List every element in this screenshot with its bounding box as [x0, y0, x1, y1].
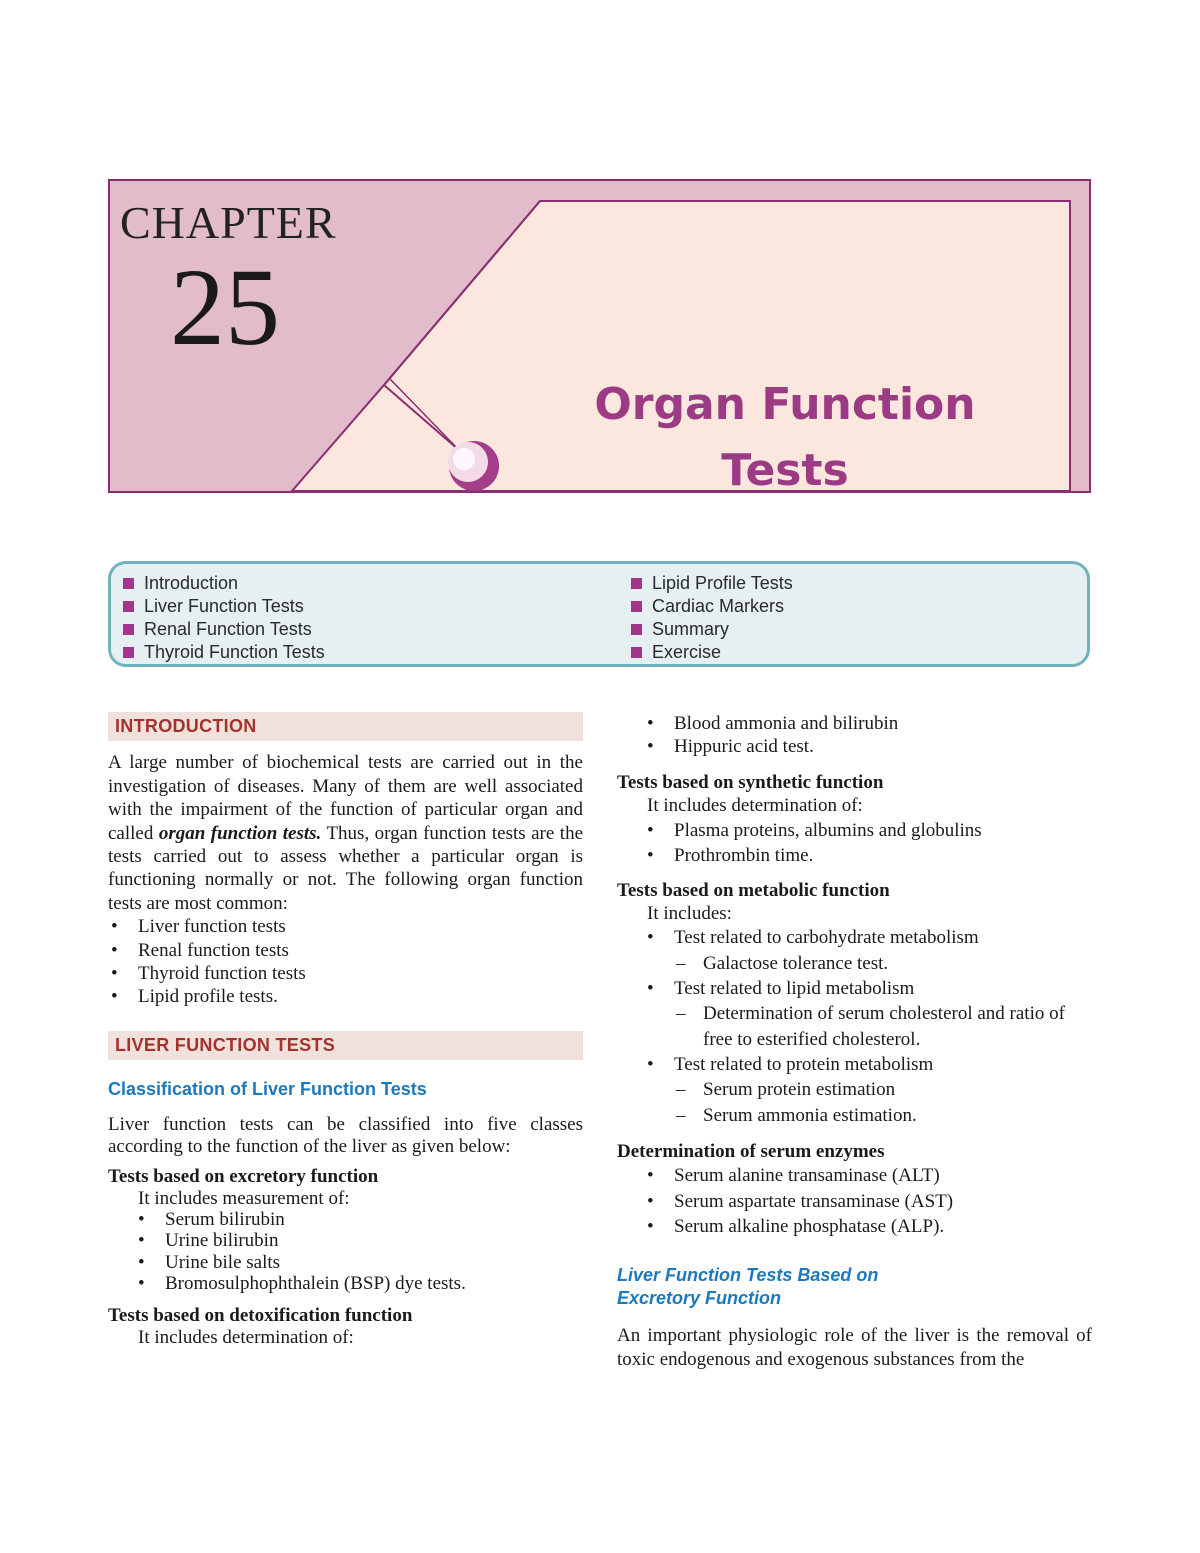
excretory-heading: Tests based on excretory function	[108, 1165, 379, 1187]
intro-paragraph: A large number of biochemical tests are carried out in the investigation of diseases. Many of them are well associated with the impairment of the function of particular organ and called organ function tests. Thus, organ function tests are the tests carried out to assess whether a particular organ is functioning normally or not. The following organ function tests are most common:	[108, 752, 584, 914]
subheading-excretory-function: Liver Function Tests Based on Excretory Function	[617, 1264, 879, 1308]
metabolic-list	[617, 1052, 1092, 1077]
list-item: • Thyroid function tests	[108, 962, 583, 985]
sub-list-item: – Serum ammonia estimation.	[617, 1103, 1092, 1128]
chapter-title-line2: Tests	[721, 445, 849, 496]
contents-item: Thyroid Function Tests	[123, 641, 325, 664]
list-item: • Blood ammonia and bilirubin	[617, 712, 1092, 735]
synthetic-list	[617, 818, 1092, 869]
list-item: • Prothrombin time.	[617, 843, 1092, 869]
detoxification-intro: It includes determination of:	[138, 1326, 354, 1348]
list-item: • Serum aspartate transaminase (AST)	[617, 1189, 1092, 1215]
list-item: • Lipid profile tests.	[108, 985, 583, 1008]
square-bullet-icon	[631, 624, 642, 635]
chapter-title	[560, 372, 1010, 504]
enzymes-list	[617, 1163, 1092, 1240]
square-bullet-icon	[631, 578, 642, 589]
square-bullet-icon	[631, 601, 642, 612]
section-heading-introduction: INTRODUCTION	[108, 712, 583, 741]
contents-item: Exercise	[631, 641, 793, 664]
contents-item: Introduction	[123, 572, 325, 595]
square-bullet-icon	[123, 601, 134, 612]
intro-bullet-list	[108, 915, 583, 1009]
contents-item: Lipid Profile Tests	[631, 572, 793, 595]
subheading-classification: Classification of Liver Function Tests	[108, 1079, 427, 1100]
chapter-number: 25	[170, 246, 280, 368]
excretory-intro: It includes measurement of:	[138, 1187, 350, 1209]
square-bullet-icon	[631, 647, 642, 658]
sub-list-item: – Determination of serum cholesterol and ratio of free to esterified cholesterol.	[617, 1001, 1092, 1052]
list-item: • Serum bilirubin	[108, 1209, 583, 1231]
list-item: • Plasma proteins, albumins and globulins	[617, 818, 1092, 844]
chapter-title-line1: Organ Function	[594, 379, 976, 430]
right-text-column	[617, 712, 1092, 1372]
metabolic-intro: It includes:	[647, 903, 732, 925]
contents-item: Liver Function Tests	[123, 595, 325, 618]
classification-paragraph: Liver function tests can be classified into five classes according to the function of the liver as given below:	[108, 1113, 583, 1157]
synthetic-intro: It includes determination of:	[647, 795, 863, 817]
chapter-label: CHAPTER	[120, 197, 337, 248]
list-item: • Urine bile salts	[108, 1252, 583, 1274]
contents-item: Summary	[631, 618, 793, 641]
metabolic-list	[617, 976, 1092, 1001]
contents-right-column	[631, 572, 793, 664]
list-item: • Test related to protein metabolism	[617, 1052, 1092, 1077]
detoxification-heading: Tests based on detoxification function	[108, 1304, 413, 1326]
excretory-function-paragraph: An important physiologic role of the liver is the removal of toxic endogenous and exogenous substances from the	[617, 1324, 1092, 1370]
emphasized-term: organ function tests.	[158, 822, 322, 844]
contents-left-column	[123, 572, 325, 664]
list-item: • Bromosulphophthalein (BSP) dye tests.	[108, 1273, 583, 1295]
contents-item: Cardiac Markers	[631, 595, 793, 618]
sub-list-item: – Serum protein estimation	[617, 1077, 1092, 1102]
detoxification-list	[617, 712, 1092, 759]
square-bullet-icon	[123, 624, 134, 635]
metabolic-list	[617, 925, 1092, 950]
chapter-contents-box	[108, 561, 1090, 667]
list-item: • Urine bilirubin	[108, 1230, 583, 1252]
excretory-list	[108, 1209, 583, 1295]
list-item: • Serum alanine transaminase (ALT)	[617, 1163, 1092, 1189]
square-bullet-icon	[123, 647, 134, 658]
list-item: • Test related to lipid metabolism	[617, 976, 1092, 1001]
left-text-column	[108, 712, 583, 1348]
contents-item: Renal Function Tests	[123, 618, 325, 641]
enzymes-heading: Determination of serum enzymes	[617, 1140, 885, 1162]
sub-list-item: – Galactose tolerance test.	[617, 951, 1092, 976]
metabolic-heading: Tests based on metabolic function	[617, 879, 890, 901]
synthetic-heading: Tests based on synthetic function	[617, 771, 884, 793]
list-item: • Serum alkaline phosphatase (ALP).	[617, 1214, 1092, 1240]
list-item: • Hippuric acid test.	[617, 735, 1092, 758]
section-heading-liver-function-tests: LIVER FUNCTION TESTS	[108, 1031, 583, 1060]
square-bullet-icon	[123, 578, 134, 589]
list-item: • Test related to carbohydrate metabolism	[617, 925, 1092, 950]
list-item: • Renal function tests	[108, 939, 583, 962]
list-item: • Liver function tests	[108, 915, 583, 938]
